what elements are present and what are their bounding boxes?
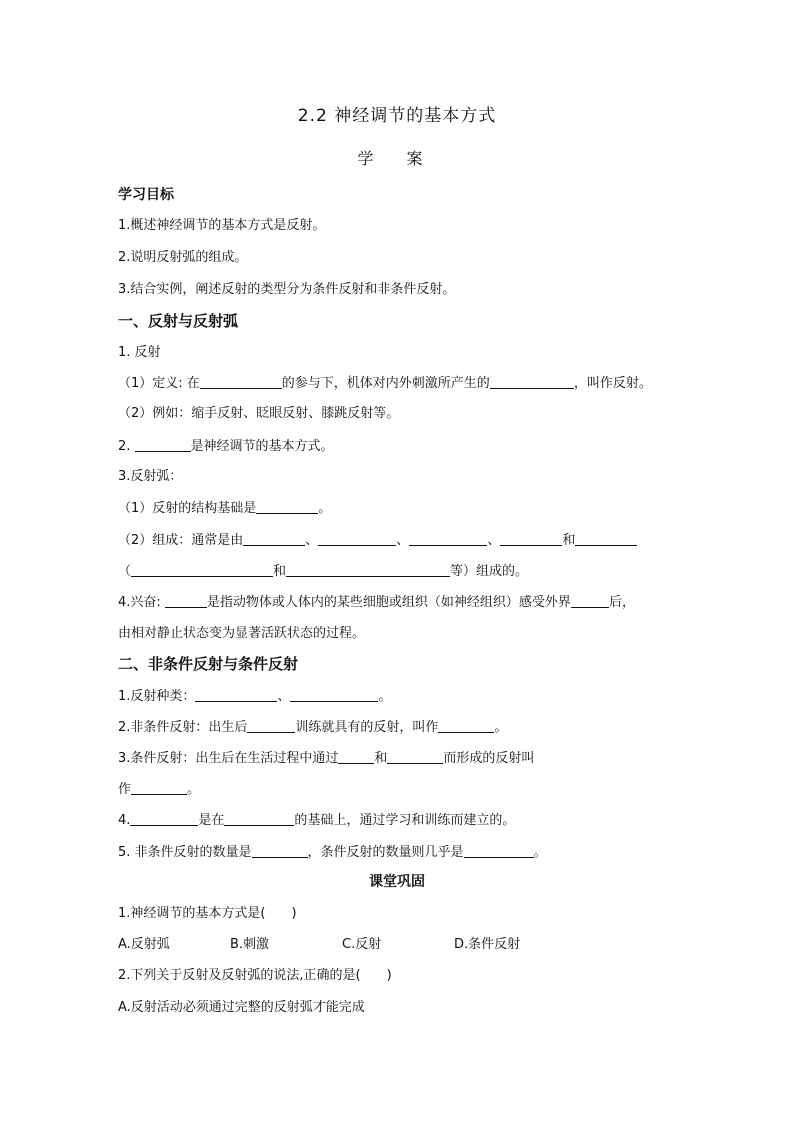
fill-blank[interactable] (252, 843, 308, 858)
fill-blank[interactable] (247, 718, 295, 733)
fill-blank[interactable] (490, 374, 574, 389)
question-1-options (118, 936, 718, 954)
fill-blank[interactable] (256, 499, 318, 514)
definition-line: （1）定义: 在 的参与下，机体对内外刺激所产生的 ，叫作反射。 (118, 376, 652, 391)
fill-blank[interactable] (409, 531, 487, 546)
fill-blank[interactable] (575, 531, 637, 546)
text-line: （2）组成：通常是由 、 、 、 和 (118, 531, 637, 550)
fill-blank[interactable] (195, 687, 277, 702)
objective-item: 2.说明反射弧的组成。 (118, 250, 248, 265)
text-line: 1.反射种类： 、 。 (118, 689, 392, 704)
question-2-option-a[interactable]: A.反射活动必须通过完整的反射弧才能完成 (118, 1000, 365, 1015)
page-title: 2.2 神经调节的基本方式 (297, 106, 497, 126)
text-line: 4.兴奋: 是指动物体或人体内的某些细胞或组织（如神经组织）感受外界 后， (118, 595, 635, 610)
fill-blank[interactable] (464, 843, 534, 858)
page-subtitle: 学 案 (357, 149, 437, 168)
example-line: （2）例如：缩手反射、眨眼反射、膝跳反射等。 (118, 406, 400, 421)
option-c[interactable]: C.反射 (342, 937, 382, 952)
text-line: （1）反射的结构基础是 。 (118, 501, 332, 516)
fill-blank[interactable] (243, 531, 305, 546)
section-heading-reflex: 一、反射与反射弧 (118, 312, 239, 330)
practice-heading: 课堂巩固 (369, 874, 425, 890)
text-line: 由相对静止状态变为显著活跃状态的过程。 (118, 626, 366, 641)
question-1: 1.神经调节的基本方式是( ) (118, 906, 297, 921)
objectives-heading: 学习目标 (118, 187, 174, 203)
text-line: 3.反射弧： (118, 469, 183, 484)
text-line: 5. 非条件反射的数量是 ，条件反射的数量则几乎是 。 (118, 845, 547, 860)
text-line: 4. 是在 的基础上，通过学习和训练而建立的。 (118, 813, 516, 828)
question-2: 2.下列关于反射及反射弧的说法,正确的是( ) (118, 968, 392, 983)
fill-blank[interactable] (130, 811, 198, 826)
fill-blank[interactable] (131, 780, 187, 795)
objective-item: 3.结合实例，阐述反射的类型分为条件反射和非条件反射。 (118, 282, 456, 297)
text-line: 2.非条件反射：出生后 训练就具有的反射，叫作 。 (118, 720, 508, 735)
option-a[interactable]: A.反射弧 (118, 937, 170, 952)
fill-blank[interactable] (286, 562, 450, 577)
fill-blank[interactable] (571, 593, 609, 608)
option-d[interactable]: D.条件反射 (454, 937, 521, 952)
fill-blank[interactable] (131, 562, 273, 577)
fill-blank[interactable] (500, 531, 562, 546)
text-line: 2. 是神经调节的基本方式。 (118, 439, 334, 454)
section-heading-reflex-types: 二、非条件反射与条件反射 (118, 655, 299, 673)
text-line: 1. 反射 (118, 345, 161, 360)
text-line: 作 。 (118, 782, 201, 797)
text-line: （ 和 等）组成的。 (118, 564, 529, 579)
fill-blank[interactable] (318, 531, 396, 546)
fill-blank[interactable] (165, 593, 207, 608)
fill-blank[interactable] (338, 749, 374, 764)
option-b[interactable]: B.刺激 (230, 937, 270, 952)
fill-blank[interactable] (290, 687, 378, 702)
fill-blank[interactable] (387, 749, 443, 764)
fill-blank[interactable] (438, 718, 494, 733)
fill-blank[interactable] (200, 374, 282, 389)
fill-blank[interactable] (224, 811, 294, 826)
fill-blank[interactable] (135, 437, 191, 452)
objective-item: 1.概述神经调节的基本方式是反射。 (118, 218, 326, 233)
text-line: 3.条件反射：出生后在生活过程中通过 和 而形成的反射叫 (118, 751, 535, 766)
